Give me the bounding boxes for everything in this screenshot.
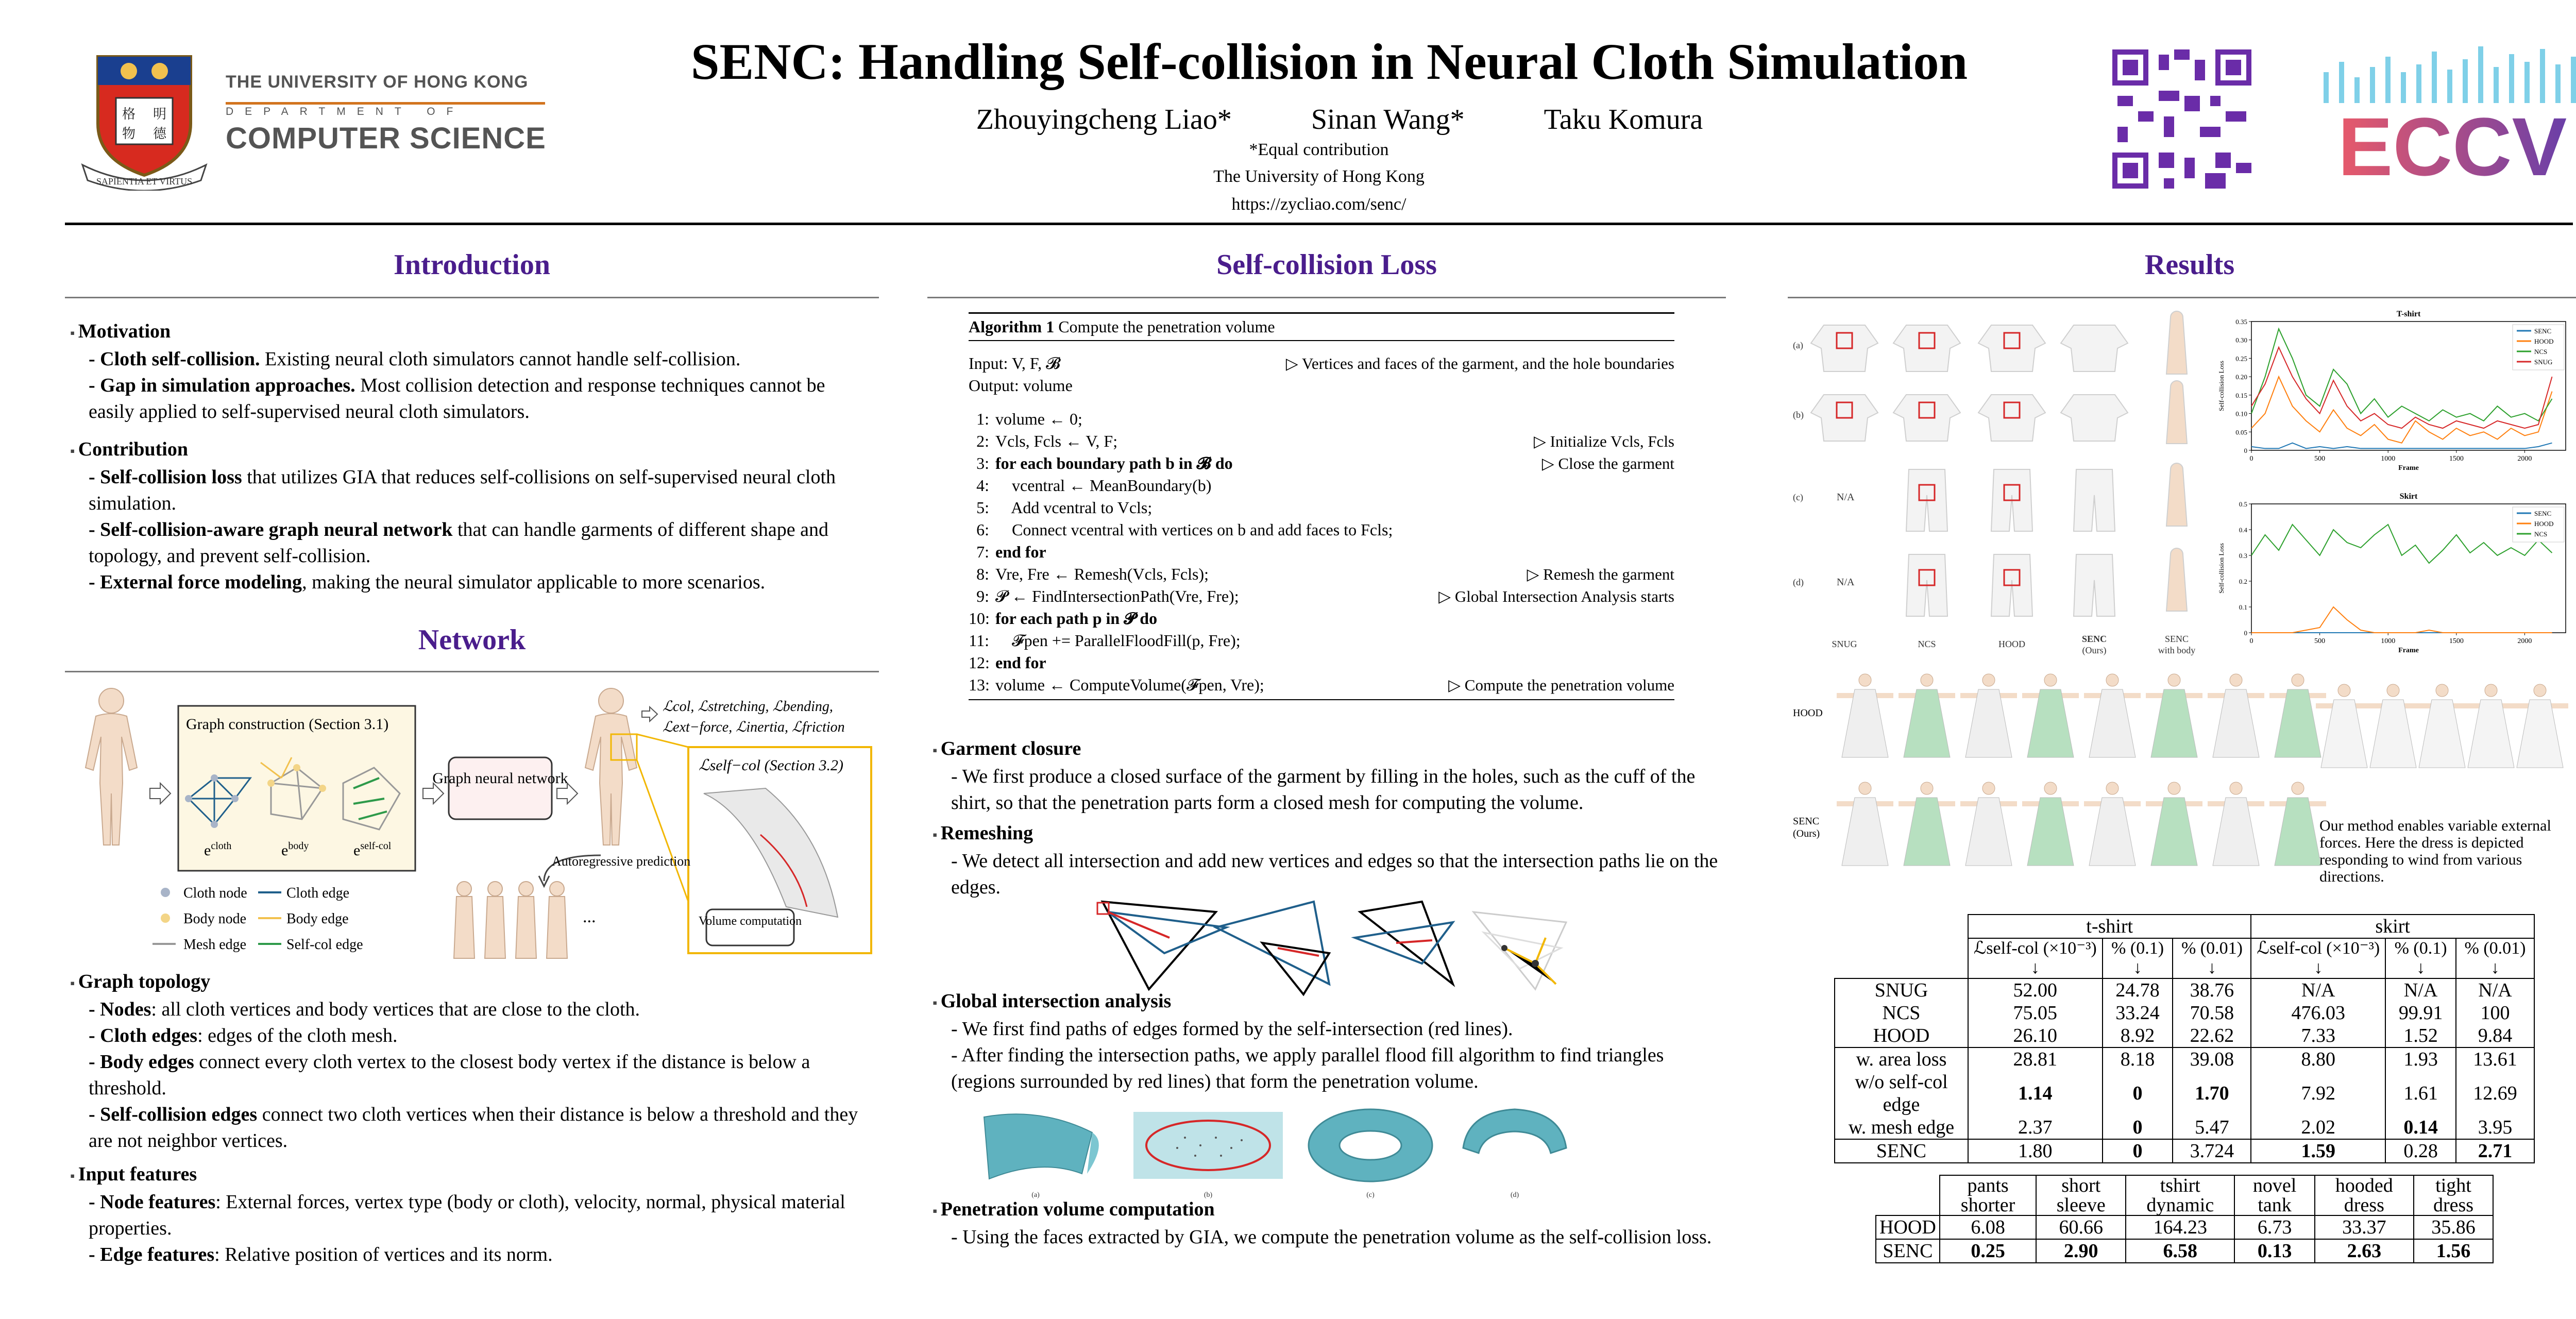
x-tick-label: 1500 <box>2449 455 2464 463</box>
svg-text:(c): (c) <box>1366 1191 1375 1199</box>
svg-text:N/A: N/A <box>1837 577 1855 588</box>
table-cell: 24.78 <box>2103 978 2173 1002</box>
introduction-rule <box>65 297 879 298</box>
svg-text:Cloth node: Cloth node <box>183 885 247 901</box>
table-cell: 1.70 <box>2173 1071 2251 1116</box>
contribution-heading: ▪ Contribution <box>70 436 874 464</box>
algorithm-line: 13: volume ← ComputeVolume(𝓕pen, Vre); ▷ Compute the penetration volume <box>969 675 1674 694</box>
table-cell: 0 <box>2103 1071 2173 1116</box>
y-tick-label: 0.15 <box>2235 391 2247 399</box>
table-column-header: ℒself-col (×10⁻³) ↓ <box>1968 938 2103 978</box>
closure-heading: ▪ Garment closure <box>933 736 1726 764</box>
senc-dress-frame <box>1837 782 1893 866</box>
senc-dress-frame <box>2146 782 2202 866</box>
hku-wordmark <box>226 72 546 156</box>
poster-title: SENC: Handling Self-collision in Neural Cloth Simulation <box>690 33 1968 90</box>
table-cell: 60.66 <box>2036 1215 2126 1239</box>
x-tick-label: 500 <box>2314 455 2326 463</box>
table-cell: 5.47 <box>2173 1116 2251 1139</box>
svg-text:Mesh edge: Mesh edge <box>183 937 247 953</box>
motivation-heading: ▪ Motivation <box>70 318 874 346</box>
svg-text:(a): (a) <box>1793 340 1803 350</box>
svg-text:德: 德 <box>152 126 167 141</box>
table-row <box>1835 1139 2534 1163</box>
algorithm-line: 7: end for <box>976 543 1046 561</box>
x-tick-label: 1500 <box>2449 637 2464 645</box>
table-cell: 6.08 <box>1940 1215 2037 1239</box>
eccv-logo <box>2308 41 2576 196</box>
row-label: SENC <box>1876 1239 1940 1263</box>
motivation-item-2: - Gap in simulation approaches. Most collision detection and response techniques cannot be easily applied to self-supervised neural cloth simulators. <box>89 374 825 422</box>
loss-rule <box>927 297 1726 298</box>
table-column-header: hooded dress <box>2315 1175 2414 1215</box>
table-column-header: % (0.01) ↓ <box>2173 938 2251 978</box>
garment-thumbnail <box>2061 325 2128 371</box>
x-tick-label: 0 <box>2249 455 2253 463</box>
closure-text: - We first produce a closed surface of the garment by filling in the holes, such as the cuff of the shirt, so that the penetration parts form a closed mesh for computing the volume. <box>951 765 1696 814</box>
table-row <box>1876 1215 2493 1239</box>
svg-text:明: 明 <box>152 107 167 122</box>
table-cell: 13.61 <box>2456 1047 2534 1071</box>
legend-entry: SENC <box>2534 327 2552 335</box>
table-cell: 39.08 <box>2173 1047 2251 1071</box>
chart-title: Skirt <box>2399 492 2418 501</box>
x-tick-label: 0 <box>2249 637 2253 645</box>
wind-dress-frame <box>2365 684 2421 768</box>
output-body-figure <box>585 688 637 845</box>
features-item-2: - Edge features: Relative position of vertices and its norm. <box>89 1243 553 1265</box>
row-label: w. mesh edge <box>1835 1116 1968 1139</box>
network-diagram <box>65 680 879 969</box>
penetration-body <box>933 1196 1726 1250</box>
row-label: w. area loss <box>1835 1047 1968 1071</box>
algorithm-line: 12: end for <box>969 653 1046 672</box>
garment-thumbnail <box>1906 554 1947 616</box>
legend-entry: HOOD <box>2534 520 2554 528</box>
autoregressive-label: Autoregressive prediction <box>552 854 691 869</box>
x-tick-label: 2000 <box>2517 637 2532 645</box>
remeshing-diagram <box>1092 891 1582 1000</box>
senc-dress-frame <box>1899 782 1955 866</box>
garment-thumbnail <box>2074 469 2115 531</box>
svg-text:Body node: Body node <box>183 911 247 927</box>
algorithm-line: 9: 𝓟 ← FindIntersectionPath(Vre, Fre); ▷ Global Intersection Analysis starts <box>976 587 1674 605</box>
hood-dress-frame <box>1837 674 1893 757</box>
table-cell: 1.61 <box>2385 1071 2456 1116</box>
senc-dress-frame <box>2208 782 2264 866</box>
y-tick-label: 0.1 <box>2239 603 2247 611</box>
svg-text:物: 物 <box>122 126 136 141</box>
table-cell: 2.63 <box>2315 1239 2414 1263</box>
table-cell: 8.92 <box>2103 1024 2173 1047</box>
y-tick-label: 0.05 <box>2235 428 2247 436</box>
senc-dress-frame <box>1960 782 2017 866</box>
gia-illustration <box>979 1096 1659 1199</box>
svg-text:SENC: SENC <box>2164 634 2189 644</box>
hood-dress-frame <box>2146 674 2202 757</box>
table-cell: 0.14 <box>2385 1116 2456 1139</box>
gia-text-2: - After finding the intersection paths, we apply parallel flood fill algorithm to find triangles (regions surrounded by red lines) that form the penetration volume. <box>951 1044 1664 1092</box>
svg-text:Body edge: Body edge <box>286 911 349 927</box>
algorithm-line: 3: for each boundary path b in 𝓑 do ▷ Close the garment <box>976 454 1674 472</box>
skirt-group-header: skirt <box>2251 915 2534 938</box>
table-cell: 164.23 <box>2126 1215 2234 1239</box>
introduction-body <box>70 318 874 596</box>
losses-line-1: ℒcol, ℒstretching, ℒbending, <box>663 699 833 715</box>
hku-university-name: THE UNIVERSITY OF HONG KONG <box>226 72 529 92</box>
legend-entry: NCS <box>2534 348 2548 356</box>
table-cell: 3.724 <box>2173 1139 2251 1163</box>
volume-computation-label: Volume computation <box>698 915 802 928</box>
algorithm-line: 1: volume ← 0; <box>976 410 1082 428</box>
table-row <box>1835 1071 2534 1116</box>
x-tick-label: 2000 <box>2517 455 2532 463</box>
table-cell: 0.28 <box>2385 1139 2456 1163</box>
e-body-label: $e^{body}$ <box>281 840 309 859</box>
svg-text:SAPIENTIA ET VIRTUS: SAPIENTIA ET VIRTUS <box>96 176 193 187</box>
author-2: Sinan Wang* <box>1311 104 1465 136</box>
y-axis-label: Self-collision Loss <box>2217 361 2225 411</box>
network-rule <box>65 671 879 672</box>
table-cell: 1.93 <box>2385 1047 2456 1071</box>
y-tick-label: 0.25 <box>2235 354 2247 363</box>
table-cell: 0 <box>2103 1139 2173 1163</box>
graph-construction-label: Graph construction (Section 3.1) <box>186 716 389 733</box>
garment-thumbnail <box>2166 463 2187 526</box>
table-cell: 7.33 <box>2251 1024 2385 1047</box>
svg-text:(b): (b) <box>1793 410 1804 420</box>
table-cell: 33.24 <box>2103 1002 2173 1024</box>
gia-text-1: - We first find paths of edges formed by the self-intersection (red lines). <box>951 1018 1513 1040</box>
svg-text:HOOD: HOOD <box>1998 639 2025 649</box>
table-cell: 33.37 <box>2315 1215 2414 1239</box>
results-table <box>1834 914 2535 1163</box>
hood-dress-frame <box>2269 674 2326 757</box>
algorithm-line: 2: Vcls, Fcls ← V, F; ▷ Initialize Vcls, Fcls <box>976 432 1674 450</box>
algorithm-line: 4: vcentral ← MeanBoundary(b) <box>976 476 1212 495</box>
y-tick-label: 0.10 <box>2235 410 2247 418</box>
y-tick-label: 0.20 <box>2235 373 2247 381</box>
table-cell: N/A <box>2385 978 2456 1002</box>
row-label: HOOD <box>1835 1024 1968 1047</box>
hood-dress-frame <box>2208 674 2264 757</box>
algorithm-line: 10: for each path p in 𝓟 do <box>969 609 1158 628</box>
legend-entry: HOOD <box>2534 337 2554 345</box>
table-cell: 35.86 <box>2414 1215 2493 1239</box>
contribution-item-2: - Self-collision-aware graph neural network that can handle garments of different shape and topology, and prevent self-collision. <box>89 518 828 567</box>
svg-text:格: 格 <box>122 107 136 122</box>
garment-thumbnail <box>1991 554 2032 616</box>
sequence-ellipsis: ... <box>583 907 596 926</box>
algorithm-line: 6: Connect vcentral with vertices on b and add faces to Fcls; <box>976 520 1393 539</box>
table-cell: 1.59 <box>2251 1139 2385 1163</box>
table-column-header: tshirt dynamic <box>2126 1175 2234 1215</box>
wind-dress-frame <box>2512 684 2568 768</box>
table-row <box>1835 1116 2534 1139</box>
wind-dress-frame <box>2463 684 2519 768</box>
penetration-text: - Using the faces extracted by GIA, we compute the penetration volume as the self-collision loss. <box>951 1226 1712 1248</box>
svg-text:(d): (d) <box>1793 577 1804 587</box>
svg-text:(Ours): (Ours) <box>2082 645 2107 655</box>
senc-dress-frame <box>2084 782 2141 866</box>
table-cell: 99.91 <box>2385 1002 2456 1024</box>
table-column-header: short sleeve <box>2036 1175 2126 1215</box>
table-cell: 52.00 <box>1968 978 2103 1002</box>
garment-thumbnail <box>1893 325 1960 371</box>
garment-thumbnail <box>2074 554 2115 616</box>
contribution-item-1: - Self-collision loss that utilizes GIA that reduces self-collisions on self-supervised neural cloth simulation. <box>89 466 836 514</box>
table-cell: 1.56 <box>2414 1239 2493 1263</box>
row-label: NCS <box>1835 1002 1968 1024</box>
topology-item-4: - Self-collision edges connect two cloth vertices when their distance is below a threshold and they are not neighbor vertices. <box>89 1103 858 1152</box>
row-label: SNUG <box>1835 978 1968 1002</box>
x-tick-label: 1000 <box>2381 455 2396 463</box>
penetration-heading: ▪ Penetration volume computation <box>933 1196 1726 1224</box>
svg-text:Self-col edge: Self-col edge <box>286 937 363 953</box>
table-cell: 8.18 <box>2103 1047 2173 1071</box>
garment-thumbnail <box>1978 395 2045 441</box>
algorithm-line: 5: Add vcentral to Vcls; <box>976 498 1153 517</box>
gnn-label: Graph neural network <box>432 770 568 787</box>
features-item-1: - Node features: External forces, vertex type (body or cloth), velocity, normal, physical material properties. <box>89 1191 845 1239</box>
table-row <box>1835 1024 2534 1047</box>
y-axis-label: Self-collision Loss <box>2217 543 2225 594</box>
y-tick-label: 0.30 <box>2235 336 2247 344</box>
garment-thumbnail <box>1906 469 1947 531</box>
x-tick-label: 1000 <box>2381 637 2396 645</box>
loss-body <box>933 736 1726 901</box>
features-heading: ▪ Input features <box>70 1161 874 1189</box>
garment-thumbnail <box>2166 548 2187 611</box>
algorithm-number: Algorithm 1 <box>969 317 1055 336</box>
table-cell: 22.62 <box>2173 1024 2251 1047</box>
garment-thumbnail <box>2061 395 2128 441</box>
sequence-figures <box>454 882 567 958</box>
affiliation: The University of Hong Kong <box>1213 167 1425 186</box>
losses-line-2: ℒext−force, ℒinertia, ℒfriction <box>663 719 845 735</box>
row-label: HOOD <box>1876 1215 1940 1239</box>
table-cell: N/A <box>2456 978 2534 1002</box>
graph-legend <box>152 885 363 953</box>
wind-dress-frame <box>2414 684 2470 768</box>
table-row <box>1835 1047 2534 1071</box>
tshirt-loss-chart <box>2215 307 2576 485</box>
generalization-table <box>1875 1175 2494 1263</box>
legend-entry: SNUG <box>2534 358 2553 366</box>
table-cell: 28.81 <box>1968 1047 2103 1071</box>
y-tick-label: 0 <box>2244 629 2247 637</box>
table-cell: 26.10 <box>1968 1024 2103 1047</box>
hku-crest-logo <box>77 46 211 191</box>
table-cell: 2.02 <box>2251 1116 2385 1139</box>
table-cell: 476.03 <box>2251 1002 2385 1024</box>
svg-text:SENC: SENC <box>1793 816 1820 827</box>
svg-text:(Ours): (Ours) <box>1793 828 1820 839</box>
header-rule <box>65 223 2573 225</box>
row-label: SENC <box>1835 1139 1968 1163</box>
table-cell: 70.58 <box>2173 1002 2251 1024</box>
table-column-header: % (0.01) ↓ <box>2456 938 2534 978</box>
svg-text:SNUG: SNUG <box>1832 639 1857 649</box>
table-cell: 8.80 <box>2251 1047 2385 1071</box>
algorithm-input-comment: ▷ Vertices and faces of the garment, and the hole boundaries <box>1285 354 1674 373</box>
svg-text:(d): (d) <box>1510 1191 1519 1199</box>
gia-heading: ▪ Global intersection analysis <box>933 988 1726 1016</box>
garment-thumbnail <box>2166 381 2187 444</box>
skirt-loss-chart <box>2215 489 2576 667</box>
algorithm-line: 11: 𝓕pen += ParallelFloodFill(p, Fre); <box>969 631 1241 650</box>
algorithm-title: Compute the penetration volume <box>1054 317 1275 336</box>
svg-text:with body: with body <box>2158 645 2196 655</box>
table-cell: 9.84 <box>2456 1024 2534 1047</box>
svg-text:SENC: SENC <box>2081 634 2107 644</box>
table-cell: 3.95 <box>2456 1116 2534 1139</box>
garment-comparison-grid <box>1788 307 2215 663</box>
algorithm-line: 8: Vre, Fre ← Remesh(Vcls, Fcls); ▷ Remesh the garment <box>976 565 1674 583</box>
svg-text:N/A: N/A <box>1837 492 1855 503</box>
table-cell: 1.52 <box>2385 1024 2456 1047</box>
table-cell: N/A <box>2251 978 2385 1002</box>
garment-thumbnail <box>1978 325 2045 371</box>
topology-item-2: - Cloth edges: edges of the cloth mesh. <box>89 1024 398 1046</box>
remesh-heading: ▪ Remeshing <box>933 820 1726 848</box>
results-title: Results <box>2144 249 2235 281</box>
svg-text:ECCV: ECCV <box>2337 100 2567 193</box>
table-cell: 7.92 <box>2251 1071 2385 1116</box>
topology-item-1: - Nodes: all cloth vertices and body vertices that are close to the cloth. <box>89 998 640 1020</box>
svg-text:NCS: NCS <box>1918 639 1936 649</box>
hood-dress-frame <box>2084 674 2141 757</box>
qr-code[interactable] <box>2112 49 2251 189</box>
network-body <box>70 969 874 1268</box>
table-cell: 2.71 <box>2456 1139 2534 1163</box>
y-tick-label: 0 <box>2244 447 2247 454</box>
table-cell: 38.76 <box>2173 978 2251 1002</box>
y-tick-label: 0.5 <box>2239 500 2247 508</box>
table-column-header: % (0.1) ↓ <box>2385 938 2456 978</box>
introduction-title: Introduction <box>394 249 550 281</box>
topology-item-3: - Body edges connect every cloth vertex to the closest body vertex if the distance is below a threshold. <box>89 1051 810 1099</box>
table-row <box>1835 978 2534 1002</box>
senc-dress-frame <box>2022 782 2079 866</box>
table-cell: 12.69 <box>2456 1071 2534 1116</box>
hood-dress-frame <box>1960 674 2017 757</box>
motivation-item-1: - Cloth self-collision. Existing neural cloth simulators cannot handle self-collision. <box>89 348 741 370</box>
svg-text:HOOD: HOOD <box>1793 707 1823 719</box>
algorithm-box <box>969 312 1674 700</box>
wind-caption: Our method enables variable external forces. Here the dress is depicted responding to wind from various directions. <box>2319 817 2551 885</box>
y-tick-label: 0.4 <box>2239 526 2247 534</box>
svg-text:(b): (b) <box>1204 1191 1213 1199</box>
y-tick-label: 0.2 <box>2239 578 2247 585</box>
y-tick-label: 0.3 <box>2239 552 2247 560</box>
author-3: Taku Komura <box>1544 104 1703 136</box>
svg-text:Cloth edge: Cloth edge <box>286 885 350 901</box>
table-cell: 2.37 <box>1968 1116 2103 1139</box>
garment-thumbnail <box>1893 395 1960 441</box>
table-column-header: tight dress <box>2414 1175 2493 1215</box>
chart-title: T-shirt <box>2396 310 2421 318</box>
contribution-item-3: - External force modeling, making the neural simulator applicable to more scenarios. <box>89 571 766 593</box>
x-axis-label: Frame <box>2398 464 2419 472</box>
table-column-header: ℒself-col (×10⁻³) ↓ <box>2251 938 2385 978</box>
equal-contribution-note: *Equal contribution <box>1249 140 1389 159</box>
author-list <box>876 103 1803 136</box>
tshirt-group-header: t-shirt <box>1968 915 2251 938</box>
senc-dress-frame <box>2269 782 2326 866</box>
x-tick-label: 500 <box>2314 637 2326 645</box>
table-cell: 1.14 <box>1968 1071 2103 1116</box>
hood-dress-frame <box>1899 674 1955 757</box>
table-cell: 0.13 <box>2234 1239 2314 1263</box>
input-body-figure <box>86 688 137 845</box>
hood-dress-frame <box>2022 674 2079 757</box>
e-cloth-label: $e^{cloth}$ <box>204 840 232 859</box>
table-cell: 75.05 <box>1968 1002 2103 1024</box>
table-column-header: pants shorter <box>1940 1175 2037 1215</box>
garment-thumbnail <box>1811 395 1878 441</box>
garment-thumbnail <box>1811 325 1878 371</box>
table-cell: 0 <box>2103 1116 2173 1139</box>
hku-department: DEPARTMENT OF <box>226 106 465 117</box>
legend-entry: SENC <box>2534 510 2552 517</box>
algorithm-lines <box>969 408 1674 696</box>
table-cell: 2.90 <box>2036 1239 2126 1263</box>
author-1: Zhouyingcheng Liao* <box>976 104 1232 136</box>
table-column-header: % (0.1) ↓ <box>2103 938 2173 978</box>
table-cell: 1.80 <box>1968 1139 2103 1163</box>
gia-body <box>933 988 1726 1095</box>
row-label: w/o self-col edge <box>1835 1071 1968 1116</box>
results-rule <box>1788 297 2576 298</box>
table-column-header: novel tank <box>2234 1175 2314 1215</box>
network-title: Network <box>418 624 526 656</box>
algorithm-output: Output: volume <box>969 376 1073 395</box>
algorithm-input: Input: V, F, 𝓑 <box>969 354 1061 373</box>
table-row <box>1835 1002 2534 1024</box>
y-tick-label: 0.35 <box>2235 318 2247 326</box>
remesh-text: - We detect all intersection and add new vertices and edges so that the intersection paths lie on the edges. <box>951 850 1718 898</box>
legend-entry: NCS <box>2534 530 2548 538</box>
table-cell: 100 <box>2456 1002 2534 1024</box>
hku-computer-science: COMPUTER SCIENCE <box>226 122 546 155</box>
e-selfcol-label: $e^{self-col}$ <box>353 840 392 859</box>
table-row <box>1876 1239 2493 1263</box>
project-url[interactable]: https://zycliao.com/senc/ <box>1231 195 1406 214</box>
svg-text:(a): (a) <box>1031 1191 1040 1199</box>
garment-thumbnail <box>1991 469 2032 531</box>
table-cell: 6.73 <box>2234 1215 2314 1239</box>
topology-heading: ▪ Graph topology <box>70 969 874 996</box>
loss-title: Self-collision Loss <box>1216 249 1437 281</box>
svg-text:(c): (c) <box>1793 492 1803 502</box>
table-cell: 6.58 <box>2126 1239 2234 1263</box>
table-cell: 0.25 <box>1940 1239 2037 1263</box>
x-axis-label: Frame <box>2398 647 2419 654</box>
garment-thumbnail <box>2166 311 2187 374</box>
selfcol-loss-label: ℒself−col (Section 3.2) <box>699 757 843 774</box>
